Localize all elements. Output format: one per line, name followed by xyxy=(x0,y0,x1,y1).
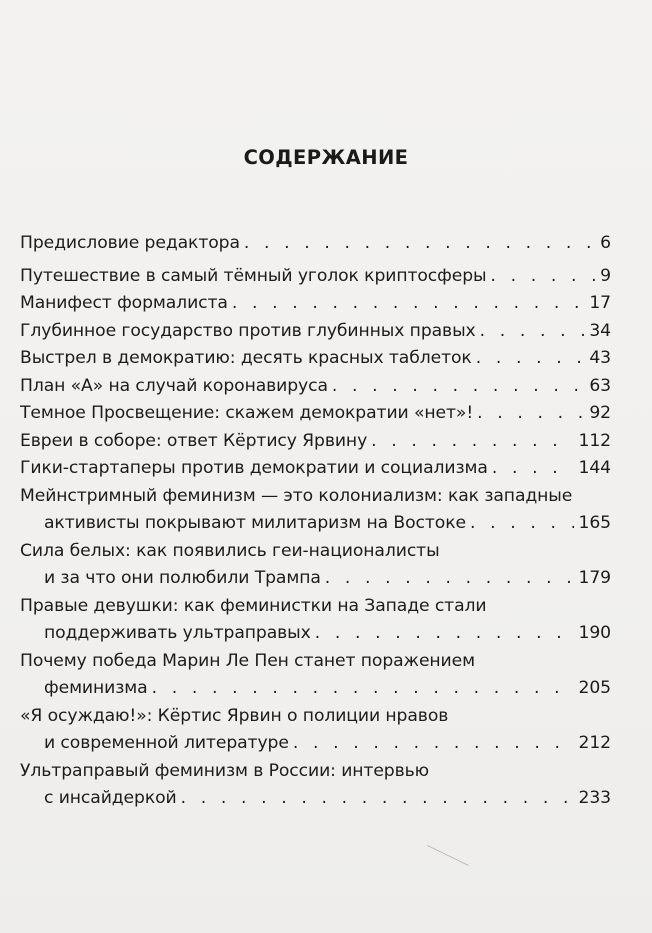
toc-entry-title: Предисловие редактора xyxy=(20,233,240,253)
toc-entry-title: Евреи в соборе: ответ Кёртису Ярвину xyxy=(20,430,368,451)
toc-entry xyxy=(20,373,611,401)
dot-leader xyxy=(244,230,596,258)
toc-page-number: 165 xyxy=(578,513,611,533)
toc-entry-title: Почему победа Марин Ле Пен станет поражением xyxy=(20,650,475,671)
toc-entry-title-continued: с инсайдеркой xyxy=(44,788,177,808)
toc-entry xyxy=(20,428,611,456)
page-title: СОДЕРЖАНИЕ xyxy=(243,146,409,169)
toc-page-number: 9 xyxy=(600,265,611,286)
toc-entry-title-continued: активисты покрывают милитаризм на Востоке xyxy=(44,513,466,533)
dot-leader xyxy=(477,400,585,428)
toc-entry xyxy=(20,345,611,373)
toc-page-number: 17 xyxy=(589,293,611,313)
dot-leader xyxy=(491,263,597,291)
toc-entry-title: «Я осуждаю!»: Кёртис Ярвин о полиции нравов xyxy=(20,705,449,726)
toc-entry xyxy=(20,318,611,346)
toc-page-number: 205 xyxy=(578,678,611,698)
dot-leader xyxy=(371,428,574,456)
toc-entry-title: Правые девушки: как феминистки на Западе стали xyxy=(20,595,487,616)
toc-entry-title-continued: поддерживать ультраправых xyxy=(44,623,311,643)
dot-leader xyxy=(480,318,586,346)
paper-scratch xyxy=(427,845,469,866)
toc-entry xyxy=(20,263,611,291)
dot-leader xyxy=(470,510,575,538)
toc-entry-title: Мейнстримный феминизм — это колониализм: как западные xyxy=(20,485,573,506)
dot-leader xyxy=(152,675,575,703)
toc-page-number: 112 xyxy=(578,430,611,451)
dot-leader xyxy=(476,345,586,373)
toc-page-number: 34 xyxy=(589,320,611,341)
toc-page-number: 179 xyxy=(578,568,611,588)
toc-entry-title: Путешествие в самый тёмный уголок криптосферы xyxy=(20,265,487,286)
toc-entry xyxy=(20,483,611,538)
toc-page-number: 212 xyxy=(578,733,611,753)
toc-entry xyxy=(20,290,611,318)
dot-leader xyxy=(492,455,575,483)
toc-entry xyxy=(20,648,611,703)
toc-page-number: 144 xyxy=(578,458,611,478)
dot-leader xyxy=(315,620,575,648)
toc-page-number: 233 xyxy=(578,788,611,808)
toc-entry-title-continued: феминизма xyxy=(44,678,148,698)
toc-entry-title: Глубинное государство против глубинных правых xyxy=(20,320,476,341)
toc-page-number: 63 xyxy=(589,375,611,396)
toc-page-number: 6 xyxy=(600,233,611,253)
dot-leader xyxy=(181,785,575,813)
dot-leader xyxy=(325,565,575,593)
toc-page-number: 190 xyxy=(578,623,611,643)
toc-page-number: 92 xyxy=(589,403,611,423)
toc-entry xyxy=(20,400,611,428)
table-of-contents xyxy=(20,230,611,813)
dot-leader xyxy=(293,730,575,758)
toc-entry-title: Темное Просвещение: скажем демократии «нет»! xyxy=(20,403,474,423)
toc-entry-title-continued: и современной литературе xyxy=(44,733,289,753)
dot-leader xyxy=(332,373,585,401)
toc-entry-title: Манифест формалиста xyxy=(20,293,228,313)
toc-entry-title: Гики-стартаперы против демократии и социализма xyxy=(20,458,488,478)
toc-entry xyxy=(20,758,611,813)
toc-entry xyxy=(20,538,611,593)
dot-leader xyxy=(232,290,585,318)
toc-entry xyxy=(20,703,611,758)
toc-entry xyxy=(20,230,611,258)
toc-entry xyxy=(20,455,611,483)
toc-entry-title-continued: и за что они полюбили Трампа xyxy=(44,568,321,588)
toc-entry-title: План «А» на случай коронавируса xyxy=(20,375,328,396)
toc-entry xyxy=(20,593,611,648)
toc-page-number: 43 xyxy=(589,348,611,368)
toc-entry-title: Сила белых: как появились геи-националисты xyxy=(20,540,440,561)
toc-entry-title: Выстрел в демократию: десять красных таблеток xyxy=(20,348,472,368)
toc-entry-title: Ультраправый феминизм в России: интервью xyxy=(20,760,430,781)
